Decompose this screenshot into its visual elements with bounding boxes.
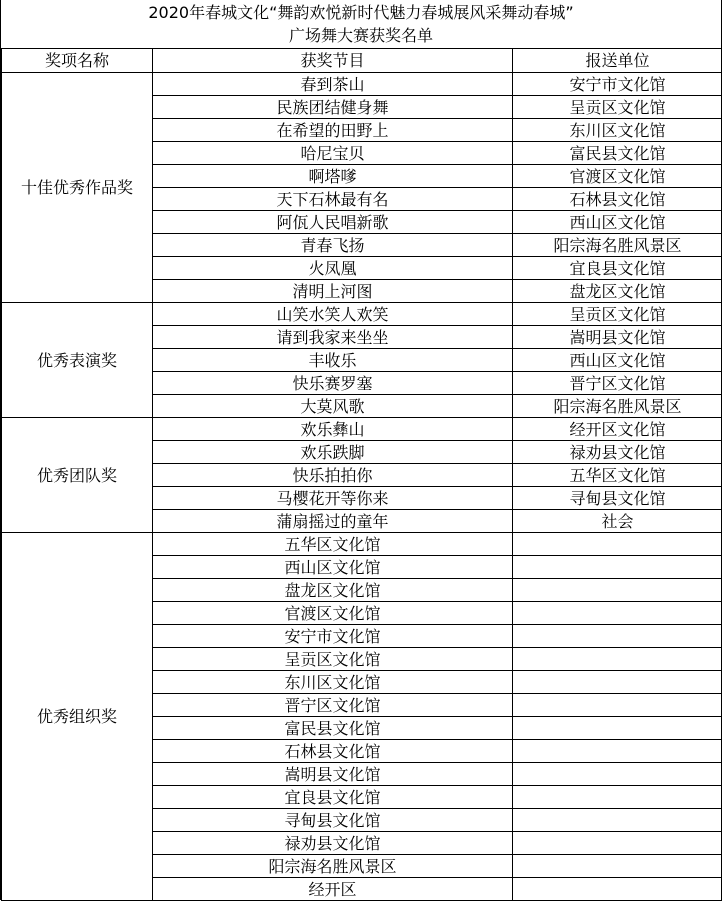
unit-cell: [513, 809, 722, 832]
unit-cell: 西山区文化馆: [513, 349, 722, 372]
unit-cell: 阳宗海名胜风景区: [513, 234, 722, 257]
unit-cell: [513, 533, 722, 556]
unit-cell: 官渡区文化馆: [513, 165, 722, 188]
program-cell: 经开区: [153, 878, 513, 901]
program-cell: 盘龙区文化馆: [153, 579, 513, 602]
unit-cell: 呈贡区文化馆: [513, 303, 722, 326]
program-cell: 丰收乐: [153, 349, 513, 372]
program-cell: 快乐赛罗塞: [153, 372, 513, 395]
unit-cell: [513, 625, 722, 648]
unit-cell: [513, 740, 722, 763]
program-cell: 春到茶山: [153, 73, 513, 96]
program-cell: 石林县文化馆: [153, 740, 513, 763]
unit-cell: [513, 648, 722, 671]
program-cell: 欢乐跌脚: [153, 441, 513, 464]
program-cell: 官渡区文化馆: [153, 602, 513, 625]
header-program: 获奖节目: [153, 49, 513, 73]
unit-cell: 安宁市文化馆: [513, 73, 722, 96]
unit-cell: 嵩明县文化馆: [513, 326, 722, 349]
unit-cell: [513, 556, 722, 579]
unit-cell: 寻甸县文化馆: [513, 487, 722, 510]
program-cell: 呈贡区文化馆: [153, 648, 513, 671]
program-cell: 晋宁区文化馆: [153, 694, 513, 717]
header-unit: 报送单位: [513, 49, 722, 73]
program-cell: 请到我家来坐坐: [153, 326, 513, 349]
program-cell: 民族团结健身舞: [153, 96, 513, 119]
table-header-row: [2, 49, 722, 73]
program-cell: 富民县文化馆: [153, 717, 513, 740]
program-cell: 青春飞扬: [153, 234, 513, 257]
unit-cell: [513, 602, 722, 625]
program-cell: 山笑水笑人欢笑: [153, 303, 513, 326]
program-cell: 阿佤人民唱新歌: [153, 211, 513, 234]
unit-cell: 五华区文化馆: [513, 464, 722, 487]
document-title: [1, 0, 721, 48]
program-cell: 阳宗海名胜风景区: [153, 855, 513, 878]
program-cell: 快乐拍拍你: [153, 464, 513, 487]
program-cell: 哈尼宝贝: [153, 142, 513, 165]
unit-cell: 西山区文化馆: [513, 211, 722, 234]
program-cell: 马樱花开等你来: [153, 487, 513, 510]
unit-cell: [513, 878, 722, 901]
header-award: 奖项名称: [2, 49, 153, 73]
program-cell: 清明上河图: [153, 280, 513, 303]
table-body: [2, 73, 722, 901]
unit-cell: 呈贡区文化馆: [513, 96, 722, 119]
award-category-cell: 优秀表演奖: [2, 303, 153, 418]
unit-cell: [513, 694, 722, 717]
unit-cell: [513, 671, 722, 694]
award-table: [1, 48, 722, 901]
title-line-2: 广场舞大赛获奖名单: [1, 24, 721, 47]
award-category-cell: 优秀团队奖: [2, 418, 153, 533]
program-cell: 大莫风歌: [153, 395, 513, 418]
program-cell: 五华区文化馆: [153, 533, 513, 556]
unit-cell: 禄劝县文化馆: [513, 441, 722, 464]
program-cell: 东川区文化馆: [153, 671, 513, 694]
program-cell: 在希望的田野上: [153, 119, 513, 142]
unit-cell: 晋宁区文化馆: [513, 372, 722, 395]
program-cell: 啊塔嗲: [153, 165, 513, 188]
table-row: [2, 73, 722, 96]
unit-cell: [513, 855, 722, 878]
unit-cell: [513, 579, 722, 602]
award-category-cell: 十佳优秀作品奖: [2, 73, 153, 303]
program-cell: 欢乐彝山: [153, 418, 513, 441]
program-cell: 安宁市文化馆: [153, 625, 513, 648]
title-line-1: 2020年春城文化“舞韵欢悦新时代魅力春城展风采舞动春城”: [1, 1, 721, 24]
unit-cell: 富民县文化馆: [513, 142, 722, 165]
table-row: [2, 533, 722, 556]
table-row: [2, 418, 722, 441]
unit-cell: 盘龙区文化馆: [513, 280, 722, 303]
unit-cell: 东川区文化馆: [513, 119, 722, 142]
award-category-cell: 优秀组织奖: [2, 533, 153, 901]
program-cell: 蒲扇摇过的童年: [153, 510, 513, 533]
program-cell: 嵩明县文化馆: [153, 763, 513, 786]
program-cell: 禄劝县文化馆: [153, 832, 513, 855]
unit-cell: [513, 717, 722, 740]
program-cell: 寻甸县文化馆: [153, 809, 513, 832]
program-cell: 天下石林最有名: [153, 188, 513, 211]
table-row: [2, 303, 722, 326]
unit-cell: [513, 763, 722, 786]
program-cell: 宜良县文化馆: [153, 786, 513, 809]
program-cell: 火凤凰: [153, 257, 513, 280]
unit-cell: 社会: [513, 510, 722, 533]
unit-cell: 宜良县文化馆: [513, 257, 722, 280]
unit-cell: [513, 832, 722, 855]
unit-cell: 阳宗海名胜风景区: [513, 395, 722, 418]
unit-cell: 石林县文化馆: [513, 188, 722, 211]
unit-cell: [513, 786, 722, 809]
unit-cell: 经开区文化馆: [513, 418, 722, 441]
program-cell: 西山区文化馆: [153, 556, 513, 579]
